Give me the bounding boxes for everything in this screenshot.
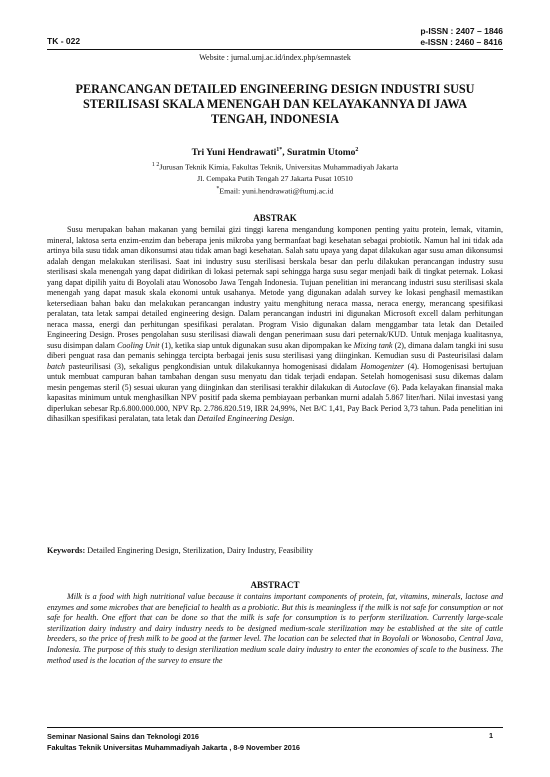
email-marker: *	[216, 185, 220, 192]
author-1-marker: 1*	[276, 147, 283, 153]
e-issn: e-ISSN : 2460 – 8416	[420, 37, 503, 47]
abstract-text-part: .	[292, 414, 295, 423]
keywords-label: Keywords:	[47, 546, 86, 555]
footer-seminar: Seminar Nasional Sains dan Teknologi 2016	[47, 732, 199, 741]
affiliation-address: Jl. Cempaka Putih Tengah 27 Jakarta Pusat 10510	[197, 173, 353, 183]
term-autoclave: Autoclave	[353, 382, 386, 392]
abstract-text-part: (1), ketika siap untuk digunakan susu akan dipompakan ke	[159, 340, 354, 350]
term-batch: batch	[47, 361, 65, 371]
affiliation-institution: Jurusan Teknik Kimia, Fakultas Teknik, Universitas Muhammadiyah Jakarta	[159, 162, 399, 172]
abstract-text	[47, 225, 503, 425]
abstract-text-part: Susu merupakan bahan makanan yang bernilai gizi tinggi karena mengandung komponen penting yaitu protein, lemak, vitamin, mineral, laktosa serta enzim-enzim dan beberapa jenis mikroba yang bermanfaat bagi kesehatan sebagai probiotik. Namun hal ini tidak ada artinya bila susu tidak aman dikonsumsi atau tidak aman bagi kesehatan. Salah satu upaya yang dapat dilakukan agar susu aman dikonsumsi adalah dengan melakukan sterilisasi. Saat ini industry susu sterilisasi berskala besar dan perlu dilakukan perancangan industry susu sterilisasi skala menengah yang dapat didirikan di lokasi peternak sapi sehingga harga susu segar menjadi baik di tingkat peternak. Lokasi yang dapat dipilih yaitu di Boyolali atau Wonosobo Jawa Tengah Indonesia. Tujuan penelitian ini merancang industri susu sterilisasi skala menengah yang dapat masuk skala ekonomi untuk usahanya. Metode yang digunakan adalah survey ke lokasi penghasil memastikan ketersediaan bahan baku dan melakukan perancangan industry yaitu menghitung neraca massa, neraca energy, merancang spesifikasi peralatan, tata letak sampai detailed engineering design. Dalam perancangan industri ini digunakan Microsoft excell dalam perhitungan neraca massa, energi dan perhitungan spesifikasi peralatan. Program Visio digunakan dalam menggambar tata letak dan Detailed Engineering Design. Proses pengolahan susu sterilisasi diawali dengan penerimaan susu dari peternak/KUD. Untuk menjaga kualitasnya, susu disimpan dalam	[47, 225, 503, 350]
abstract-en-heading: ABSTRACT	[250, 580, 300, 590]
paper-code: TK - 022	[47, 36, 81, 46]
affiliation-email: Email: yuni.hendrawati@ftumj.ac.id	[219, 186, 334, 196]
author-2: Suratmin Utomo	[287, 148, 356, 159]
author-line	[0, 147, 550, 158]
abstract-text-part: (4). Homogenisasi bertujuan untuk membuat campuran bahan tambahan dengan susu menyatu dan tidak terjadi endapan. Setelah homogenisasi susu dikemas dalam mesin pengemas steril (5) sesuai ukuran yang diinginkan dan sterilisasi terakhir dilakukan di	[47, 361, 503, 392]
abstract-text-part: pasteurilisasi (3), sekaligus pengkondisian untuk dilakukannya homogenisasi didalam	[64, 361, 361, 371]
website-url: Website : jurnal.umj.ac.id/index.php/semnastek	[199, 53, 351, 62]
abstract-heading: ABSTRAK	[253, 213, 297, 223]
author-separator: ,	[282, 148, 288, 159]
footer-venue: Fakultas Teknik Universitas Muhammadiyah Jakarta , 8-9 November 2016	[47, 743, 300, 752]
paper-title: PERANCANGAN DETAILED ENGINEERING DESIGN INDUSTRI SUSU STERILISASI SKALA MENENGAH DAN KELAYAKANNYA DI JAWA TENGAH, INDONESIA	[75, 82, 475, 126]
abstract-text-part: (2), dimana dalam tangki ini susu diberi penguat rasa dan pemanis sehingga tercipta berbagai jenis susu sterilisasi yang diinginkan. Kemudian susu di Pasteurisilasi dalam	[47, 340, 503, 360]
header-divider	[47, 49, 503, 50]
term-detailed-engineering-design: Detailed Engineering Design	[197, 414, 293, 423]
abstract-en-text: Milk is a food with high nutritional value because it contains important components of protein, fat, vitamins, minerals, lactose and enzymes and some microbes that are beneficial to health as a probiotic. But this is meaningless if the milk is not safe for consumption or not safe for health. One effort that can be done so that the milk is safe for consumption is to perform sterilization. Currently large-scale sterilization dairy industry and dairy industry needs to be designed medium-scale sterilization may be established at the site of cattle breeders, so the price of fresh milk to be good at the farmer level. The location can be selected that in Boyolali or Wonosobo, Central Java, Indonesia. The purpose of this study to design sterilization medium scale dairy industry to enter the economies of scale to the business. The method used is the location of the survey to ensure the	[47, 592, 503, 665]
author-2-marker: 2	[355, 147, 359, 153]
affiliation-marker: 1 2	[151, 162, 160, 168]
footer-info	[47, 731, 300, 753]
term-cooling-unit: Cooling Unit	[116, 340, 160, 350]
issn-block	[420, 26, 503, 48]
author-1: Tri Yuni Hendrawati	[191, 148, 277, 159]
p-issn: p-ISSN : 2407 – 1846	[420, 26, 503, 36]
keywords-list: Detailed Enginering Design, Sterilization, Dairy Industry, Feasibility	[85, 546, 313, 555]
footer-divider	[47, 727, 503, 728]
keywords	[47, 546, 503, 555]
term-homogenizer: Homogenizer	[360, 361, 405, 371]
page-number: 1	[488, 731, 493, 740]
abstract-text-part: (6). Pada kelayakan finansial maka kapasitas minimum untuk menghasilkan NPV positif pada skema pembiayaan perbankan murni adalah 5.867 liter/hari. Nilai investasi yang diperlukan sebesar Rp.6.800.000.000, NPV Rp. 2.786.820.519, IRR 24,99%, Net B/C 1,41, Pay Back Period 3,73 tahun. Pada penelitian ini dihasilkan spesifikasi peralatan, tata letak dan	[47, 382, 503, 423]
term-mixing-tank: Mixing tank	[353, 340, 393, 350]
affiliation	[0, 160, 550, 196]
